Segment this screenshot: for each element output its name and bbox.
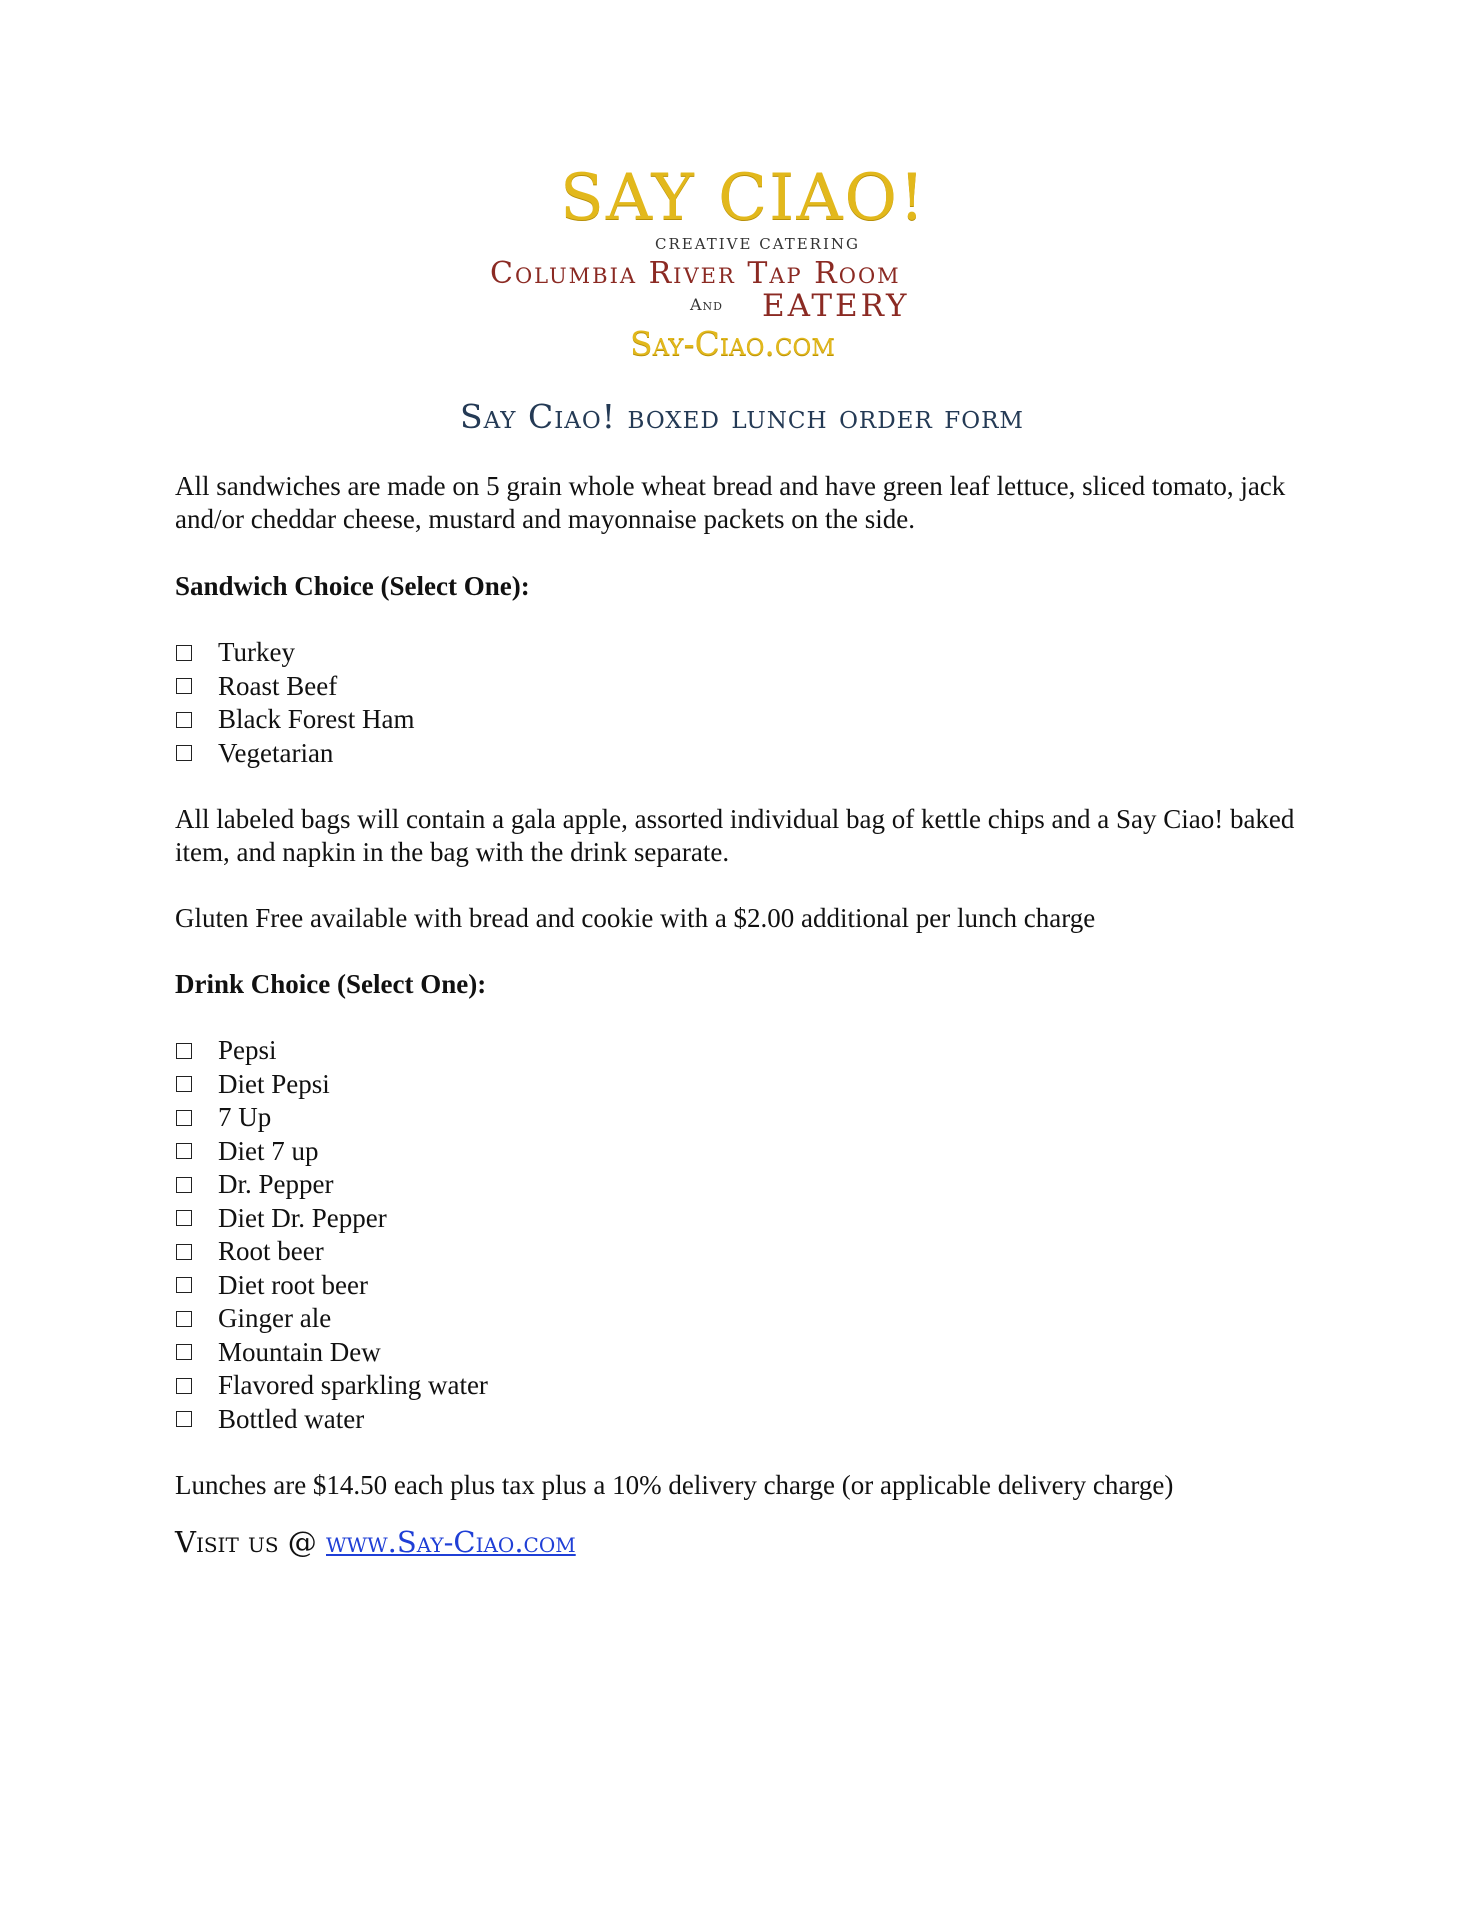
option-label: Diet 7 up [218,1135,319,1166]
drink-option-mountain-dew[interactable] [175,1336,1325,1370]
logo-tagline: CREATIVE CATERING [655,235,860,253]
website-link[interactable]: www.Say-Ciao.com [326,1525,576,1559]
sandwich-heading: Sandwich Choice (Select One): [175,571,530,601]
option-label: Vegetarian [218,737,334,768]
logo-venue-and: And [690,295,723,314]
checkbox[interactable] [176,645,192,661]
checkbox[interactable] [176,1244,192,1260]
option-label: Flavored sparkling water [218,1370,488,1400]
option-label: Ginger ale [218,1303,332,1333]
drink-option-ginger-ale[interactable] [175,1302,1325,1336]
option-label: 7 Up [218,1102,272,1132]
checkbox[interactable] [176,1110,192,1126]
drink-option-dr-pepper[interactable] [175,1168,1325,1202]
option-label: Dr. Pepper [218,1169,334,1199]
visit-line [175,1524,1325,1560]
option-label: Root beer [218,1236,324,1266]
option-label: Diet Pepsi [218,1068,330,1099]
checkbox[interactable] [176,712,192,728]
bags-note: All labeled bags will contain a gala apple, assorted individual bag of kettle chips and a Say Ciao! baked item, and napkin in the bag with the drink separate. [175,804,1295,867]
checkbox[interactable] [176,678,192,694]
sandwich-option-vegetarian[interactable] [175,737,1325,771]
option-label: Roast Beef [218,670,338,701]
checkbox[interactable] [176,1076,192,1092]
checkbox[interactable] [176,1277,192,1293]
drink-option-diet-root-beer[interactable] [175,1269,1325,1303]
checkbox[interactable] [176,1378,192,1394]
logo-brand: SAY CIAO! [560,161,927,235]
checkbox[interactable] [176,1311,192,1327]
visit-prefix: Visit us @ [175,1525,326,1559]
logo-venue-line1: Columbia River Tap Room [490,256,901,291]
drink-heading: Drink Choice (Select One): [175,969,487,999]
drink-option-pepsi[interactable] [175,1034,1325,1068]
option-label: Mountain Dew [218,1336,381,1367]
drink-option-bottled-water[interactable] [175,1403,1325,1437]
page-title: Say Ciao! boxed lunch order form [460,397,1024,436]
checkbox[interactable] [176,1177,192,1193]
sandwich-option-turkey[interactable] [175,636,1325,670]
option-label: Diet root beer [218,1269,368,1300]
drink-option-diet-7-up[interactable] [175,1135,1325,1169]
option-label: Bottled water [218,1403,365,1434]
gluten-note: Gluten Free available with bread and cookie with a $2.00 additional per lunch charge [175,903,1096,933]
checkbox[interactable] [176,1411,192,1427]
option-label: Black Forest Ham [218,704,415,734]
drink-option-flavored-sparkling-water[interactable] [175,1369,1325,1403]
checkbox[interactable] [176,1043,192,1059]
drink-option-7-up[interactable] [175,1101,1325,1135]
checkbox[interactable] [176,1210,192,1226]
checkbox[interactable] [176,1143,192,1159]
sandwich-option-black-forest-ham[interactable] [175,703,1325,737]
drink-options [175,1034,1325,1436]
say-ciao-logo [0,160,1484,365]
option-label: Turkey [218,637,296,667]
option-label: Diet Dr. Pepper [218,1202,387,1233]
sandwich-options [175,636,1325,770]
drink-option-diet-pepsi[interactable] [175,1068,1325,1102]
intro-paragraph: All sandwiches are made on 5 grain whole wheat bread and have green leaf lettuce, sliced tomato, jack and/or cheddar cheese, mustard and mayonnaise packets on the side. [175,471,1286,534]
price-note: Lunches are $14.50 each plus tax plus a 10% delivery charge (or applicable delivery charge) [175,1470,1174,1500]
form-content [175,470,1325,1560]
checkbox[interactable] [176,1344,192,1360]
drink-option-root-beer[interactable] [175,1235,1325,1269]
checkbox[interactable] [176,745,192,761]
drink-option-diet-dr-pepper[interactable] [175,1202,1325,1236]
option-label: Pepsi [218,1035,277,1065]
logo-venue-line2: EATERY [762,288,910,324]
logo-url: Say-Ciao.com [630,324,835,363]
sandwich-option-roast-beef[interactable] [175,670,1325,704]
